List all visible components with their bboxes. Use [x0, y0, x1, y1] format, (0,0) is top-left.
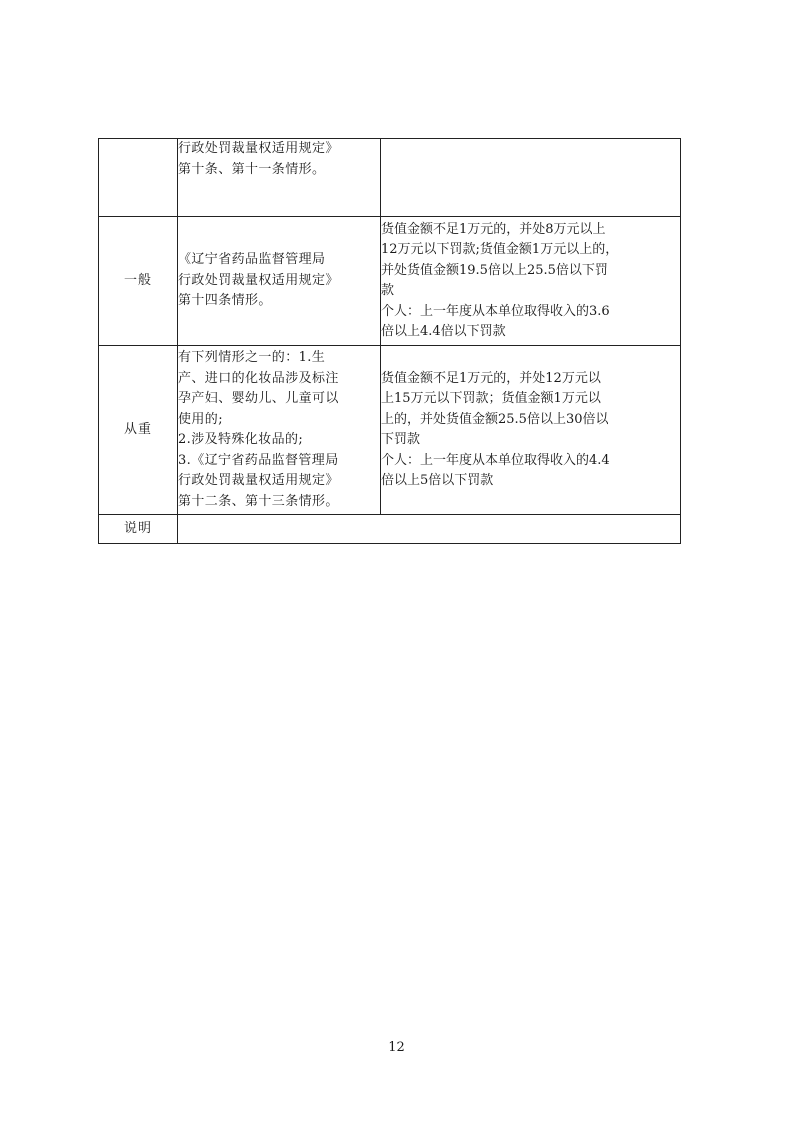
table-row-notes	[99, 515, 681, 544]
condition-line: 有下列情形之一的：1.生	[178, 350, 326, 365]
condition-line: 3.《辽宁省药品监督管理局	[178, 452, 339, 468]
condition-line: 第十二条、第十三条情形。	[178, 493, 339, 509]
row-label-continued	[99, 139, 178, 217]
fine-line: 倍以上5倍以下罚款	[381, 473, 494, 488]
condition-line: 第十条、第十一条情形。	[178, 161, 326, 177]
condition-line: 产、进口的化妆品涉及标注	[178, 370, 339, 386]
fine-line: 个人：上一年度从本单位取得收入的4.4	[381, 452, 610, 468]
table-row-severe	[99, 346, 681, 515]
fine-line: 12万元以下罚款;货值金额1万元以上的，	[381, 242, 619, 257]
fine-line: 个人：上一年度从本单位取得收入的3.6	[381, 303, 610, 319]
row-label-notes: 说明	[99, 515, 178, 544]
condition-line: 使用的;	[178, 411, 223, 427]
fine-cell-general	[381, 217, 681, 346]
fine-line: 并处货值金额19.5倍以上25.5倍以下罚	[381, 262, 608, 278]
condition-line: 2.涉及特殊化妆品的;	[178, 432, 304, 447]
row-label-general: 一般	[99, 217, 178, 346]
row-label-severe: 从重	[99, 346, 178, 515]
fine-line: 上的，并处货值金额25.5倍以上30倍以	[381, 411, 609, 427]
table-row-continued	[99, 139, 681, 217]
fine-line: 倍以上4.4倍以下罚款	[381, 324, 506, 339]
fine-line: 下罚款	[381, 432, 421, 447]
condition-cell-general	[178, 217, 381, 346]
condition-line: 《辽宁省药品监督管理局	[178, 252, 326, 268]
fine-line: 上15万元以下罚款；货值金额1万元以	[381, 391, 601, 406]
fine-cell-severe	[381, 346, 681, 515]
condition-cell-continued	[178, 139, 381, 217]
condition-line: 行政处罚裁量权适用规定》	[178, 141, 339, 156]
page-number: 12	[388, 1040, 405, 1055]
condition-line: 行政处罚裁量权适用规定》	[178, 272, 339, 288]
condition-cell-severe	[178, 346, 381, 515]
notes-content-cell	[178, 515, 681, 544]
fine-line: 货值金额不足1万元的，并处12万元以	[381, 370, 601, 386]
condition-line: 行政处罚裁量权适用规定》	[178, 473, 339, 488]
fine-line: 货值金额不足1万元的，并处8万元以上	[381, 221, 606, 237]
penalty-discretion-table	[98, 138, 681, 544]
fine-line: 款	[381, 283, 395, 298]
condition-line: 孕产妇、婴幼儿、儿童可以	[178, 391, 339, 406]
condition-line: 第十四条情形。	[178, 293, 272, 309]
fine-cell-continued	[381, 139, 681, 217]
table-row-general	[99, 217, 681, 346]
